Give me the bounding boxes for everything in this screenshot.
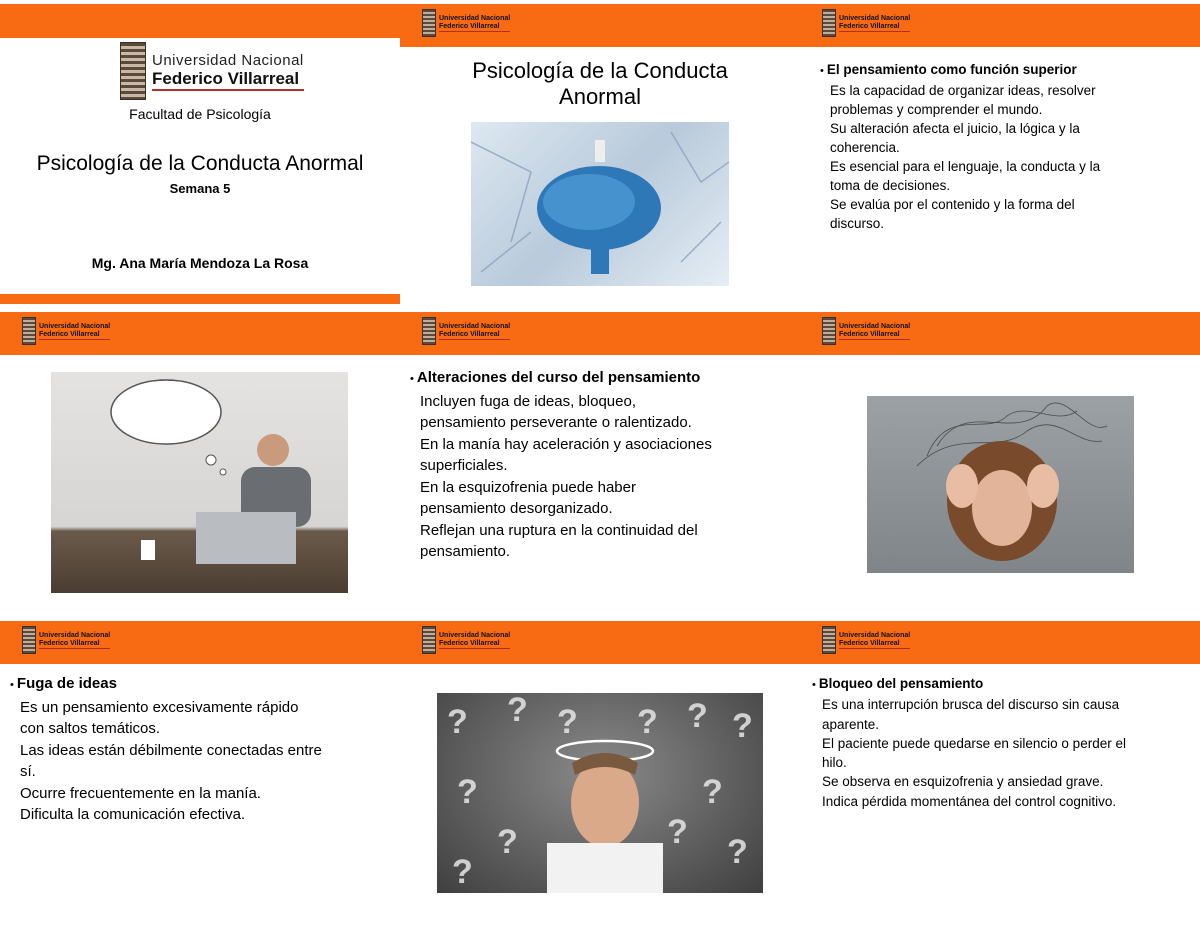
thinking-man-image bbox=[51, 372, 348, 593]
bullet-line: En la manía hay aceleración y asociaciones bbox=[420, 435, 712, 453]
slide-image-thinking bbox=[0, 309, 400, 618]
bullet-heading: • Bloqueo del pensamiento bbox=[812, 674, 1197, 695]
logo-line2: Federico Villarreal bbox=[839, 23, 910, 32]
bullet-line: Dificulta la comunicación efectiva. bbox=[20, 806, 246, 823]
logo-line2: Federico Villarreal bbox=[39, 640, 110, 649]
svg-text:?: ? bbox=[507, 693, 528, 729]
bullet-line: pensamiento perseverante o ralentizado. bbox=[420, 414, 692, 431]
bullet-line: hilo. bbox=[822, 755, 847, 771]
crest-icon bbox=[422, 317, 436, 345]
brain-illustration bbox=[471, 122, 729, 286]
bullet-block bbox=[10, 673, 395, 826]
cover-bottom-bar bbox=[0, 294, 400, 304]
logo-line2: Federico Villarreal bbox=[439, 23, 510, 32]
svg-text:?: ? bbox=[557, 703, 578, 741]
university-logo bbox=[22, 626, 110, 654]
university-logo bbox=[422, 9, 510, 37]
bullet-heading: • Alteraciones del curso del pensamiento bbox=[410, 367, 795, 391]
university-logo bbox=[822, 626, 910, 654]
bullet-line: coherencia. bbox=[830, 140, 900, 155]
cover-top-bar bbox=[0, 4, 400, 38]
slide-image-questions bbox=[400, 618, 800, 927]
university-logo bbox=[822, 317, 910, 345]
logo-line2: Federico Villarreal bbox=[439, 331, 510, 340]
bullet-line: sí. bbox=[20, 763, 36, 780]
university-logo bbox=[822, 9, 910, 37]
slide-bloqueo bbox=[800, 618, 1200, 927]
svg-text:?: ? bbox=[497, 823, 518, 861]
bullet-line: pensamiento desorganizado. bbox=[420, 500, 613, 517]
logo-line1: Universidad Nacional bbox=[152, 51, 304, 69]
crest-icon bbox=[22, 626, 36, 654]
confused-man-image bbox=[437, 693, 763, 893]
cover-title: Psicología de la Conducta Anormal bbox=[36, 152, 364, 175]
bullet-line: problemas y comprender el mundo. bbox=[830, 102, 1043, 117]
university-logo bbox=[22, 317, 110, 345]
bullet-line: Su alteración afecta el juicio, la lógica y la bbox=[830, 121, 1080, 136]
bullet-line: toma de decisiones. bbox=[830, 178, 951, 193]
slide-title: Psicología de la Conducta Anormal bbox=[472, 58, 728, 109]
svg-text:?: ? bbox=[457, 773, 478, 811]
bullet-line: Reflejan una ruptura en la continuidad del bbox=[420, 521, 698, 539]
crest-icon bbox=[422, 626, 436, 654]
svg-text:?: ? bbox=[702, 773, 723, 811]
bullet-block bbox=[410, 367, 795, 563]
stressed-woman-illustration bbox=[867, 396, 1134, 573]
logo-line1: Universidad Nacional bbox=[39, 322, 111, 330]
bullet-line: Es un pensamiento excesivamente rápido bbox=[20, 698, 299, 716]
slide-image-stress bbox=[800, 309, 1200, 618]
svg-text:?: ? bbox=[687, 697, 708, 735]
bullet-line: Se observa en esquizofrenia y ansiedad grave. bbox=[822, 774, 1104, 790]
bullet-heading: • Fuga de ideas bbox=[10, 673, 395, 697]
logo-line2: Federico Villarreal bbox=[839, 331, 910, 340]
bullet-line: Se evalúa por el contenido y la forma del bbox=[830, 197, 1075, 212]
confused-man-illustration bbox=[437, 693, 763, 893]
brain-image bbox=[471, 122, 729, 286]
logo-line1: Universidad Nacional bbox=[439, 631, 511, 639]
bullet-block bbox=[812, 674, 1197, 811]
slide-fuga-ideas bbox=[0, 618, 400, 927]
bullet-block bbox=[820, 60, 1195, 233]
crest-icon bbox=[22, 317, 36, 345]
university-logo bbox=[422, 317, 510, 345]
bullet-line: superficiales. bbox=[420, 457, 508, 474]
stressed-woman-image bbox=[867, 396, 1134, 573]
bullet-line: pensamiento. bbox=[420, 543, 511, 560]
svg-text:?: ? bbox=[447, 703, 468, 741]
crest-icon bbox=[120, 42, 146, 100]
crest-icon bbox=[822, 317, 836, 345]
slide-pensamiento-funcion bbox=[800, 0, 1200, 309]
crest-icon bbox=[822, 9, 836, 37]
university-logo bbox=[120, 42, 304, 100]
bullet-line: Ocurre frecuentemente en la manía. bbox=[20, 784, 261, 802]
logo-line2: Federico Villarreal bbox=[39, 331, 110, 340]
bullet-line: discurso. bbox=[830, 216, 885, 231]
logo-line2: Federico Villarreal bbox=[152, 69, 304, 91]
svg-text:?: ? bbox=[667, 813, 688, 851]
logo-line1: Universidad Nacional bbox=[39, 631, 111, 639]
logo-line1: Universidad Nacional bbox=[439, 14, 511, 22]
logo-line1: Universidad Nacional bbox=[839, 322, 911, 330]
slide-title-brain bbox=[400, 0, 800, 309]
logo-line2: Federico Villarreal bbox=[439, 640, 510, 649]
slide-cover bbox=[0, 0, 400, 309]
logo-line1: Universidad Nacional bbox=[839, 14, 911, 22]
bullet-line: con saltos temáticos. bbox=[20, 720, 161, 737]
bullet-line: El paciente puede quedarse en silencio o perder el bbox=[822, 735, 1126, 751]
logo-line1: Universidad Nacional bbox=[439, 322, 511, 330]
bullet-heading: • El pensamiento como función superior bbox=[820, 60, 1195, 81]
svg-text:?: ? bbox=[732, 707, 753, 745]
logo-line2: Federico Villarreal bbox=[839, 640, 910, 649]
bullet-line: Es una interrupción brusca del discurso sin causa bbox=[822, 697, 1120, 713]
slide-alteraciones bbox=[400, 309, 800, 618]
crest-icon bbox=[822, 626, 836, 654]
svg-text:?: ? bbox=[637, 703, 658, 741]
bullet-line: Indica pérdida momentánea del control cognitivo. bbox=[822, 793, 1117, 809]
bullet-line: Las ideas están débilmente conectadas entre bbox=[20, 741, 322, 759]
cover-week: Semana 5 bbox=[169, 181, 231, 196]
svg-text:?: ? bbox=[452, 853, 473, 891]
bullet-line: Es esencial para el lenguaje, la conducta y la bbox=[830, 159, 1101, 174]
crest-icon bbox=[422, 9, 436, 37]
university-logo bbox=[422, 626, 510, 654]
logo-line1: Universidad Nacional bbox=[839, 631, 911, 639]
svg-text:?: ? bbox=[727, 833, 748, 871]
cover-faculty: Facultad de Psicología bbox=[129, 106, 271, 122]
bullet-line: Incluyen fuga de ideas, bloqueo, bbox=[420, 392, 636, 410]
bullet-line: aparente. bbox=[822, 716, 880, 732]
bullet-line: En la esquizofrenia puede haber bbox=[420, 478, 636, 496]
cover-author: Mg. Ana María Mendoza La Rosa bbox=[91, 255, 309, 271]
thinking-man-illustration bbox=[51, 372, 348, 593]
bullet-line: Es la capacidad de organizar ideas, resolver bbox=[830, 83, 1096, 98]
